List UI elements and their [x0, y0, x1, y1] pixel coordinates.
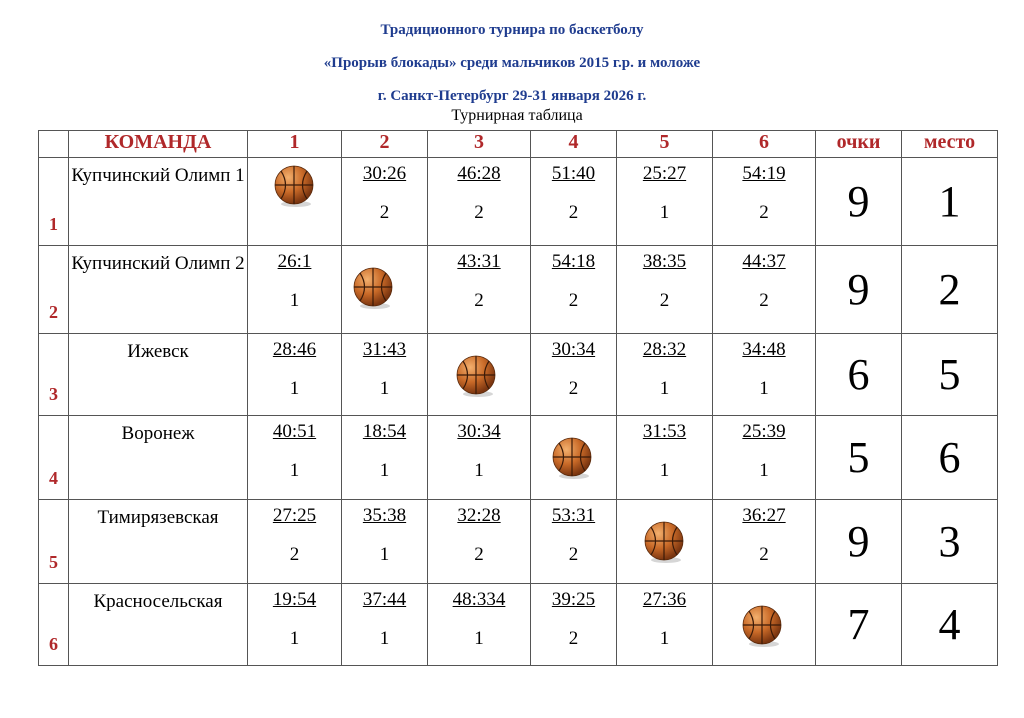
match-score: 34:48 [742, 339, 786, 360]
match-result-cell [713, 334, 816, 416]
match-score: 19:54 [272, 589, 317, 610]
team-name: Красносельская [69, 584, 248, 666]
team-points: 9 [816, 246, 902, 334]
team-points: 9 [816, 500, 902, 584]
match-points: 1 [474, 460, 484, 481]
match-score: 31:43 [362, 339, 407, 360]
col-header-3: 3 [428, 131, 531, 158]
match-result-cell [713, 416, 816, 500]
match-score: 36:27 [742, 505, 786, 526]
match-score: 30:26 [362, 163, 407, 184]
match-points: 2 [568, 544, 579, 565]
team-place: 6 [902, 416, 998, 500]
match-result-cell [428, 416, 531, 500]
team-name: Купчинский Олимп 2 [69, 246, 248, 334]
match-result-cell [342, 158, 428, 246]
match-points: 1 [659, 202, 670, 223]
match-points: 1 [659, 378, 670, 399]
team-name: Купчинский Олимп 1 [69, 158, 248, 246]
match-score: 43:31 [457, 251, 501, 272]
match-points: 2 [379, 202, 390, 223]
match-points: 2 [474, 544, 484, 565]
team-name: Воронеж [69, 416, 248, 500]
match-result-cell [428, 584, 531, 666]
basketball-icon [455, 354, 499, 398]
match-score: 54:18 [551, 251, 596, 272]
match-points: 1 [379, 378, 390, 399]
match-result-cell [428, 500, 531, 584]
match-points: 1 [379, 544, 390, 565]
diagonal-cell [342, 246, 428, 334]
match-score: 37:44 [362, 589, 407, 610]
row-number: 2 [39, 246, 69, 334]
match-result-cell [617, 158, 713, 246]
match-points: 1 [289, 460, 300, 481]
table-caption: Турнирная таблица [451, 107, 583, 124]
match-result-cell [713, 246, 816, 334]
row-number: 1 [39, 158, 69, 246]
match-score: 35:38 [362, 505, 407, 526]
match-result-cell [342, 334, 428, 416]
header-corner [39, 131, 69, 158]
match-result-cell [531, 500, 617, 584]
match-result-cell [428, 246, 531, 334]
tournament-location-dates: г. Санкт-Петербург 29-31 января 2026 г. [377, 88, 647, 104]
col-header-team: КОМАНДА [69, 131, 248, 158]
tournament-subtitle: «Прорыв блокады» среди мальчиков 2015 г.р. и моложе [323, 55, 701, 71]
basketball-icon [741, 604, 785, 648]
match-points: 2 [759, 544, 769, 565]
match-score: 26:1 [277, 251, 312, 272]
match-result-cell [617, 416, 713, 500]
match-result-cell [617, 584, 713, 666]
team-points: 6 [816, 334, 902, 416]
match-points: 2 [759, 202, 769, 223]
diagonal-cell [713, 584, 816, 666]
match-score: 28:46 [272, 339, 317, 360]
col-header-5: 5 [617, 131, 713, 158]
match-score: 40:51 [272, 421, 317, 442]
match-score: 30:34 [551, 339, 596, 360]
col-header-1: 1 [248, 131, 342, 158]
team-place: 3 [902, 500, 998, 584]
col-header-6: 6 [713, 131, 816, 158]
header-row [39, 131, 998, 158]
match-result-cell [342, 500, 428, 584]
row-number: 4 [39, 416, 69, 500]
match-score: 25:39 [742, 421, 786, 442]
match-points: 2 [474, 290, 484, 311]
match-result-cell [342, 584, 428, 666]
diagonal-cell [248, 158, 342, 246]
row-number: 3 [39, 334, 69, 416]
basketball-icon [352, 266, 396, 310]
basketball-icon [551, 436, 595, 480]
match-points: 2 [568, 628, 579, 649]
match-result-cell [617, 334, 713, 416]
match-score: 28:32 [642, 339, 687, 360]
team-place: 1 [902, 158, 998, 246]
match-result-cell [428, 158, 531, 246]
basketball-icon [273, 164, 317, 208]
match-score: 48:334 [452, 589, 506, 610]
table-row [39, 158, 998, 246]
match-points: 1 [659, 628, 670, 649]
match-result-cell [248, 584, 342, 666]
match-points: 1 [659, 460, 670, 481]
team-points: 7 [816, 584, 902, 666]
match-result-cell [713, 500, 816, 584]
match-score: 46:28 [457, 163, 501, 184]
match-points: 1 [289, 290, 300, 311]
team-place: 4 [902, 584, 998, 666]
match-points: 1 [474, 628, 484, 649]
match-points: 2 [759, 290, 769, 311]
table-row [39, 584, 998, 666]
match-score: 39:25 [551, 589, 596, 610]
row-number: 6 [39, 584, 69, 666]
match-result-cell [531, 246, 617, 334]
match-points: 1 [379, 628, 390, 649]
team-points: 5 [816, 416, 902, 500]
match-points: 2 [568, 290, 579, 311]
match-score: 54:19 [742, 163, 786, 184]
team-place: 5 [902, 334, 998, 416]
match-score: 30:34 [457, 421, 501, 442]
table-row [39, 334, 998, 416]
match-score: 31:53 [642, 421, 687, 442]
col-header-4: 4 [531, 131, 617, 158]
match-result-cell [531, 158, 617, 246]
row-number: 5 [39, 500, 69, 584]
match-result-cell [248, 246, 342, 334]
match-score: 27:25 [272, 505, 317, 526]
standings-table [38, 130, 998, 666]
match-result-cell [248, 334, 342, 416]
match-points: 1 [379, 460, 390, 481]
match-points: 1 [759, 378, 769, 399]
tournament-title: Традиционного турнира по баскетболу [380, 22, 644, 38]
diagonal-cell [617, 500, 713, 584]
match-points: 2 [289, 544, 300, 565]
match-points: 2 [568, 202, 579, 223]
match-score: 27:36 [642, 589, 687, 610]
col-header-2: 2 [342, 131, 428, 158]
team-points: 9 [816, 158, 902, 246]
diagonal-cell [428, 334, 531, 416]
match-points: 1 [759, 460, 769, 481]
match-score: 51:40 [551, 163, 596, 184]
match-score: 44:37 [742, 251, 786, 272]
match-result-cell [617, 246, 713, 334]
match-score: 53:31 [551, 505, 596, 526]
match-points: 2 [568, 378, 579, 399]
basketball-icon [643, 520, 687, 564]
match-score: 25:27 [642, 163, 687, 184]
team-name: Ижевск [69, 334, 248, 416]
team-name: Тимирязевская [69, 500, 248, 584]
table-row [39, 500, 998, 584]
match-score: 38:35 [642, 251, 687, 272]
match-result-cell [531, 334, 617, 416]
match-score: 18:54 [362, 421, 407, 442]
col-header-place: место [902, 131, 998, 158]
table-row [39, 246, 998, 334]
diagonal-cell [531, 416, 617, 500]
match-result-cell [248, 500, 342, 584]
match-result-cell [248, 416, 342, 500]
match-points: 1 [289, 378, 300, 399]
team-place: 2 [902, 246, 998, 334]
match-result-cell [531, 584, 617, 666]
match-points: 2 [474, 202, 484, 223]
match-score: 32:28 [457, 505, 501, 526]
match-points: 2 [659, 290, 670, 311]
col-header-points: очки [816, 131, 902, 158]
match-result-cell [713, 158, 816, 246]
table-row [39, 416, 998, 500]
match-result-cell [342, 416, 428, 500]
match-points: 1 [289, 628, 300, 649]
